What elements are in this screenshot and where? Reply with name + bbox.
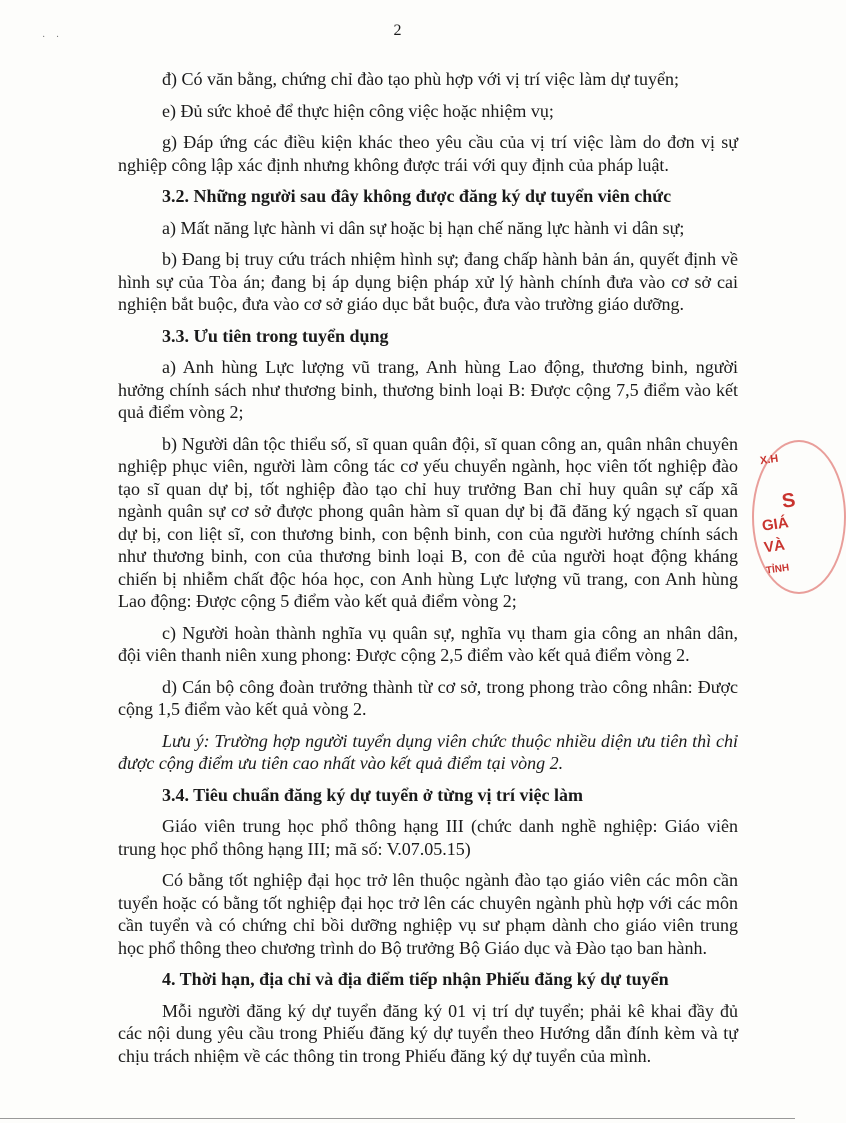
paragraph-priority-a: a) Anh hùng Lực lượng vũ trang, Anh hùng Lao động, thương binh, người hưởng chính sách như thương binh, thương binh loại B: Được cộng 7,5 điểm vào kết quả điểm vòng 2; <box>118 357 738 422</box>
paragraph-condition-g: g) Đáp ứng các điều kiện khác theo yêu cầu của vị trí việc làm do đơn vị sự nghiệp công lập xác định nhưng không được trái với quy định của pháp luật. <box>118 132 738 175</box>
stamp-text-3: GIÁ <box>760 514 790 535</box>
stamp-text-5: TỈNH <box>765 562 790 577</box>
scan-artifact: · · <box>42 32 64 43</box>
page-number: 2 <box>393 22 402 39</box>
stamp-text-1: X.H <box>759 452 780 468</box>
page-bottom-edge <box>0 1118 795 1119</box>
paragraph-degree-requirement: Có bằng tốt nghiệp đại học trở lên thuộc ngành đào tạo giáo viên các môn cần tuyển hoặc có bằng tốt nghiệp đại học trở lên các chuyên ngành phù hợp với các môn cần tuyển và có chứng chỉ bồi dưỡng nghiệp vụ sư phạm dành cho giáo viên trung học phổ thông theo chương trình do Bộ trưởng Bộ Giáo dục và Đào tạo ban hành. <box>118 870 738 958</box>
section-heading-3-4: 3.4. Tiêu chuẩn đăng ký dự tuyển ở từng vị trí việc làm <box>162 784 583 805</box>
paragraph-condition-d: đ) Có văn bằng, chứng chỉ đào tạo phù hợp với vị trí việc làm dự tuyển; <box>162 69 679 89</box>
section-heading-3-2: 3.2. Những người sau đây không được đăng ký dự tuyển viên chức <box>162 186 672 206</box>
section-heading-4: 4. Thời hạn, địa chỉ và địa điểm tiếp nhận Phiếu đăng ký dự tuyển <box>162 969 669 989</box>
paragraph-teacher-rank: Giáo viên trung học phổ thông hạng III (chức danh nghề nghiệp: Giáo viên trung học phổ thông hạng III; mã số: V.07.05.15) <box>118 816 738 859</box>
paragraph-registration: Mỗi người đăng ký dự tuyển đăng ký 01 vị trí dự tuyển; phải kê khai đầy đủ các nội dung yêu cầu trong Phiếu đăng ký dự tuyển theo Hướng dẫn đính kèm và tự chịu trách nhiệm về các thông tin trong Phiếu đăng ký dự tuyển của mình. <box>118 1000 738 1066</box>
stamp-text-2: S <box>780 489 797 513</box>
document-body <box>118 68 738 1076</box>
stamp-text-4: VÀ <box>762 536 786 557</box>
note-paragraph: Lưu ý: Trường hợp người tuyển dụng viên chức thuộc nhiều diện ưu tiên thì chỉ được cộng điểm ưu tiên cao nhất vào kết quả điểm tại vòng 2. <box>118 730 738 773</box>
paragraph-priority-d: d) Cán bộ công đoàn trưởng thành từ cơ sở, trong phong trào công nhân: Được cộng 1,5 điểm vào kết quả vòng 2. <box>118 676 738 719</box>
paragraph-priority-c: c) Người hoàn thành nghĩa vụ quân sự, nghĩa vụ tham gia công an nhân dân, đội viên thanh niên xung phong: Được cộng 2,5 điểm vào kết quả điểm vòng 2. <box>118 622 738 665</box>
red-seal-stamp <box>752 440 812 600</box>
paragraph-priority-b: b) Người dân tộc thiểu số, sĩ quan quân đội, sĩ quan công an, quân nhân chuyên nghiệp phục viên, người làm công tác cơ yếu chuyển ngành, học viên tốt nghiệp đào tạo sĩ quan dự bị, tốt nghiệp đào tạo chỉ huy trưởng Ban chỉ huy quân sự cấp xã ngành quân sự cơ sở được phong quân hàm sĩ quan dự bị đã đăng ký ngạch sĩ quan dự bị, con liệt sĩ, con thương binh, con bệnh binh, con của người hưởng chính sách như thương binh, con của thương binh loại B, con đẻ của người hoạt động kháng chiến bị nhiễm chất độc hóa học, con Anh hùng Lực lượng vũ trang, con Anh hùng Lao động: Được cộng 5 điểm vào kết quả điểm vòng 2; <box>118 433 738 611</box>
paragraph-exclusion-b: b) Đang bị truy cứu trách nhiệm hình sự; đang chấp hành bản án, quyết định về hình sự của Tòa án; đang bị áp dụng biện pháp xử lý hành chính đưa vào cơ sở cai nghiện bắt buộc, đưa vào cơ sở giáo dục bắt buộc, đưa vào trường giáo dưỡng. <box>118 249 738 314</box>
paragraph-condition-e: e) Đủ sức khoẻ để thực hiện công việc hoặc nhiệm vụ; <box>162 100 554 121</box>
section-heading-3-3: 3.3. Ưu tiên trong tuyển dụng <box>162 325 389 346</box>
paragraph-exclusion-a: a) Mất năng lực hành vi dân sự hoặc bị hạn chế năng lực hành vi dân sự; <box>162 217 685 238</box>
